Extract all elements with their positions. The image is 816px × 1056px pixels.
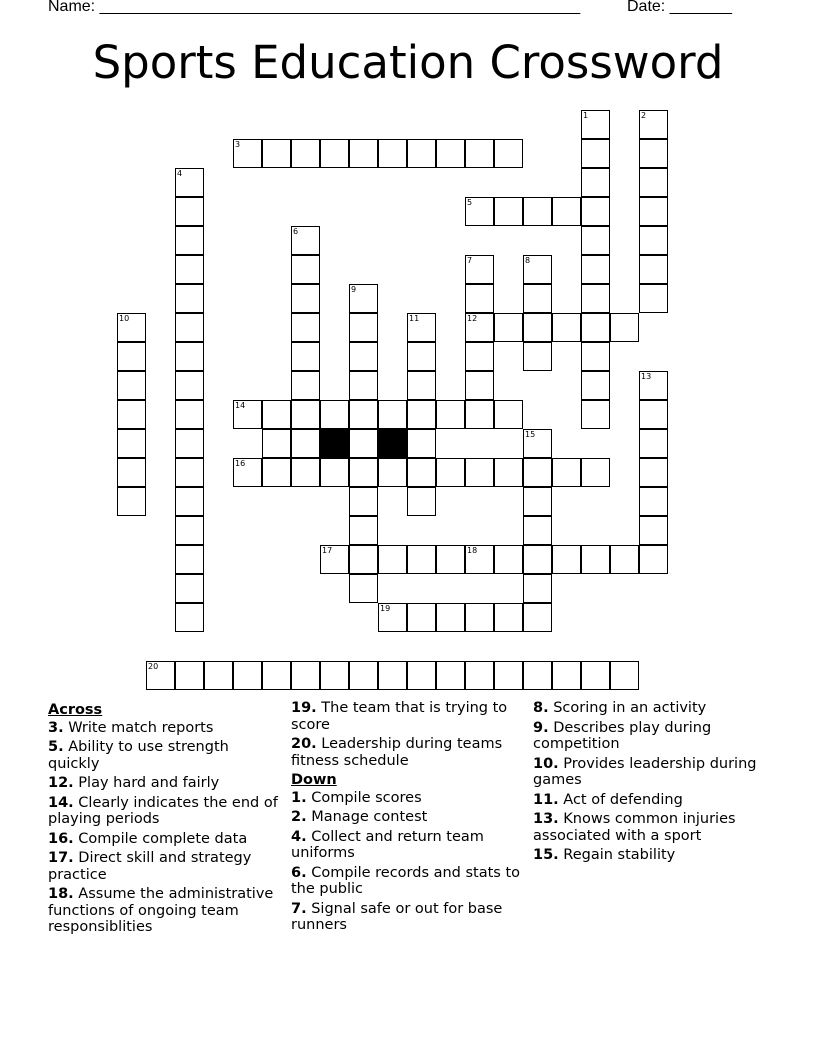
clue-number: 1	[583, 111, 589, 120]
crossword-cell[interactable]	[175, 168, 204, 197]
clue-text: Compile scores	[306, 789, 422, 806]
clue-item	[291, 809, 523, 826]
crossword-block	[378, 429, 407, 458]
clue-number: 20.	[291, 736, 317, 752]
crossword-cell[interactable]	[291, 661, 320, 690]
crossword-cell[interactable]	[581, 226, 610, 255]
clue-item	[48, 795, 280, 828]
crossword-cell[interactable]	[639, 516, 668, 545]
name-field[interactable]: Name: ______________________________________________________	[48, 0, 581, 15]
clue-item	[291, 790, 523, 807]
crossword-cell[interactable]	[349, 284, 378, 313]
crossword-cell[interactable]	[436, 400, 465, 429]
crossword-cell[interactable]	[175, 284, 204, 313]
across-heading: Across	[48, 702, 103, 718]
clue-number: 17	[322, 546, 333, 555]
clue-text: Collect and return team uniforms	[291, 828, 484, 861]
crossword-cell[interactable]	[581, 545, 610, 574]
crossword-cell[interactable]	[436, 603, 465, 632]
crossword-cell[interactable]	[349, 139, 378, 168]
crossword-cell[interactable]	[523, 545, 552, 574]
crossword-cell[interactable]	[639, 197, 668, 226]
crossword-cell[interactable]	[581, 168, 610, 197]
crossword-cell[interactable]	[581, 255, 610, 284]
crossword-cell[interactable]	[523, 661, 552, 690]
crossword-cell[interactable]	[117, 313, 146, 342]
clue-item	[291, 865, 523, 898]
crossword-cell[interactable]	[349, 429, 378, 458]
crossword-cell[interactable]	[175, 226, 204, 255]
crossword-cell[interactable]	[291, 400, 320, 429]
crossword-cell[interactable]	[175, 197, 204, 226]
clue-number: 2.	[291, 809, 307, 825]
clue-number: 5.	[48, 739, 64, 755]
clue-number: 15	[525, 430, 536, 439]
crossword-cell[interactable]	[407, 342, 436, 371]
crossword-cell[interactable]	[581, 197, 610, 226]
crossword-cell[interactable]	[465, 255, 494, 284]
clue-text: Describes play during competition	[533, 719, 712, 752]
crossword-cell[interactable]	[291, 255, 320, 284]
crossword-cell[interactable]	[407, 603, 436, 632]
crossword-cell[interactable]	[552, 313, 581, 342]
crossword-cell[interactable]	[233, 139, 262, 168]
crossword-cell[interactable]	[581, 458, 610, 487]
clue-item	[291, 736, 523, 769]
crossword-cell[interactable]	[552, 197, 581, 226]
crossword-cell[interactable]	[465, 139, 494, 168]
page-title: Sports Education Crossword	[92, 36, 724, 89]
crossword-cell[interactable]	[320, 545, 349, 574]
clue-text: Ability to use strength quickly	[48, 739, 229, 772]
clue-item	[533, 811, 765, 844]
clue-text: The team that is trying to score	[291, 700, 508, 733]
clue-item	[48, 831, 280, 848]
crossword-cell[interactable]	[349, 371, 378, 400]
crossword-cell[interactable]	[320, 458, 349, 487]
crossword-cell[interactable]	[494, 139, 523, 168]
clue-number: 6.	[291, 864, 307, 881]
clue-column-2	[291, 700, 523, 937]
crossword-cell[interactable]	[349, 487, 378, 516]
crossword-cell[interactable]	[233, 458, 262, 487]
crossword-cell[interactable]	[320, 661, 349, 690]
clue-number: 9	[351, 285, 357, 294]
crossword-cell[interactable]	[233, 400, 262, 429]
clue-item	[533, 792, 765, 809]
clue-number: 8.	[533, 700, 549, 716]
crossword-cell[interactable]	[494, 313, 523, 342]
clue-text: Play hard and fairly	[73, 775, 220, 791]
crossword-cell[interactable]	[291, 342, 320, 371]
down-heading: Down	[291, 772, 337, 788]
clue-number: 15.	[533, 847, 559, 863]
crossword-cell[interactable]	[523, 255, 552, 284]
crossword-cell[interactable]	[378, 139, 407, 168]
crossword-cell[interactable]	[378, 545, 407, 574]
crossword-cell[interactable]	[233, 661, 262, 690]
clue-number: 8	[525, 256, 531, 265]
clue-text: Manage contest	[306, 809, 428, 825]
crossword-cell[interactable]	[610, 545, 639, 574]
clue-item	[48, 850, 280, 883]
crossword-cell[interactable]	[291, 313, 320, 342]
crossword-cell[interactable]	[407, 487, 436, 516]
crossword-cell[interactable]	[291, 139, 320, 168]
crossword-cell[interactable]	[175, 574, 204, 603]
clue-column-3	[533, 700, 765, 867]
crossword-cell[interactable]	[262, 458, 291, 487]
crossword-cell[interactable]	[175, 371, 204, 400]
crossword-cell[interactable]	[320, 400, 349, 429]
clue-number: 2	[641, 111, 647, 120]
crossword-cell[interactable]	[523, 516, 552, 545]
crossword-cell[interactable]	[581, 371, 610, 400]
clue-number: 18	[467, 546, 478, 555]
crossword-cell[interactable]	[494, 603, 523, 632]
crossword-cell[interactable]	[465, 603, 494, 632]
clue-number: 12	[467, 314, 478, 323]
clue-text: Compile complete data	[73, 830, 248, 847]
crossword-cell[interactable]	[291, 226, 320, 255]
crossword-cell[interactable]	[581, 284, 610, 313]
crossword-cell[interactable]	[494, 458, 523, 487]
crossword-cell[interactable]	[378, 458, 407, 487]
date-field[interactable]: Date: _______	[627, 0, 732, 15]
clue-item	[533, 720, 765, 753]
crossword-cell[interactable]	[349, 574, 378, 603]
crossword-cell[interactable]	[175, 255, 204, 284]
crossword-cell[interactable]	[639, 545, 668, 574]
crossword-cell[interactable]	[639, 400, 668, 429]
crossword-cell[interactable]	[175, 545, 204, 574]
clue-number: 4.	[291, 828, 307, 845]
crossword-cell[interactable]	[407, 545, 436, 574]
crossword-cell[interactable]	[581, 110, 610, 139]
crossword-cell[interactable]	[175, 661, 204, 690]
crossword-cell[interactable]	[378, 400, 407, 429]
crossword-cell[interactable]	[610, 313, 639, 342]
crossword-cell[interactable]	[349, 661, 378, 690]
crossword-cell[interactable]	[117, 342, 146, 371]
crossword-cell[interactable]	[175, 429, 204, 458]
crossword-cell[interactable]	[552, 545, 581, 574]
clue-text: Direct skill and strategy practice	[48, 850, 252, 883]
clue-column-1	[48, 700, 280, 939]
clue-number: 20	[148, 662, 159, 671]
crossword-cell[interactable]	[581, 661, 610, 690]
crossword-cell[interactable]	[146, 661, 175, 690]
crossword-cell[interactable]	[407, 429, 436, 458]
crossword-cell[interactable]	[465, 371, 494, 400]
crossword-cell[interactable]	[175, 400, 204, 429]
crossword-cell[interactable]	[523, 342, 552, 371]
crossword-cell[interactable]	[175, 313, 204, 342]
crossword-cell[interactable]	[349, 342, 378, 371]
clue-number: 12.	[48, 775, 74, 791]
clue-number: 1.	[291, 789, 307, 806]
crossword-cell[interactable]	[465, 197, 494, 226]
clue-number: 9.	[533, 719, 549, 736]
crossword-cell[interactable]	[552, 458, 581, 487]
crossword-cell[interactable]	[465, 661, 494, 690]
crossword-cell[interactable]	[175, 516, 204, 545]
clue-item	[48, 886, 280, 936]
clue-item	[48, 739, 280, 772]
crossword-cell[interactable]	[494, 545, 523, 574]
clue-text: Assume the administrative functions of ongoing team responsiblities	[48, 886, 274, 935]
crossword-cell[interactable]	[523, 574, 552, 603]
crossword-cell[interactable]	[117, 400, 146, 429]
crossword-cell[interactable]	[436, 661, 465, 690]
crossword-cell[interactable]	[523, 313, 552, 342]
crossword-cell[interactable]	[494, 661, 523, 690]
crossword-cell[interactable]	[291, 371, 320, 400]
clue-item	[291, 700, 523, 733]
clue-text: Signal safe or out for base runners	[291, 900, 503, 933]
crossword-cell[interactable]	[262, 429, 291, 458]
crossword-cell[interactable]	[175, 342, 204, 371]
crossword-cell[interactable]	[378, 603, 407, 632]
crossword-cell[interactable]	[262, 400, 291, 429]
crossword-cell[interactable]	[175, 487, 204, 516]
crossword-cell[interactable]	[639, 255, 668, 284]
clue-number: 10	[119, 314, 130, 323]
clue-item	[291, 829, 523, 862]
crossword-cell[interactable]	[407, 313, 436, 342]
crossword-cell[interactable]	[639, 168, 668, 197]
crossword-cell[interactable]	[349, 516, 378, 545]
crossword-cell[interactable]	[465, 400, 494, 429]
clue-number: 5	[467, 198, 473, 207]
crossword-cell[interactable]	[639, 284, 668, 313]
clue-text: Provides leadership during games	[533, 755, 757, 788]
crossword-cell[interactable]	[320, 139, 349, 168]
crossword-cell[interactable]	[436, 458, 465, 487]
crossword-cell[interactable]	[581, 342, 610, 371]
clue-item	[291, 901, 523, 934]
crossword-cell[interactable]	[291, 429, 320, 458]
clue-text: Leadership during teams fitness schedule	[291, 736, 503, 769]
crossword-cell[interactable]	[639, 458, 668, 487]
crossword-cell[interactable]	[465, 545, 494, 574]
clue-number: 3	[235, 140, 241, 149]
crossword-cell[interactable]	[407, 139, 436, 168]
crossword-cell[interactable]	[117, 429, 146, 458]
crossword-cell[interactable]	[639, 110, 668, 139]
crossword-cell[interactable]	[639, 371, 668, 400]
crossword-cell[interactable]	[349, 545, 378, 574]
crossword-cell[interactable]	[465, 284, 494, 313]
crossword-block	[320, 429, 349, 458]
crossword-cell[interactable]	[523, 487, 552, 516]
clue-number: 17.	[48, 850, 74, 866]
crossword-cell[interactable]	[494, 400, 523, 429]
clue-text: Knows common injuries associated with a sport	[533, 811, 736, 844]
crossword-cell[interactable]	[523, 284, 552, 313]
crossword-cell[interactable]	[639, 487, 668, 516]
clue-number: 14.	[48, 794, 74, 811]
crossword-cell[interactable]	[291, 458, 320, 487]
clue-text: Act of defending	[558, 791, 683, 808]
clue-number: 7.	[291, 900, 307, 917]
crossword-cell[interactable]	[117, 458, 146, 487]
crossword-cell[interactable]	[581, 139, 610, 168]
crossword-cell[interactable]	[262, 139, 291, 168]
clue-item	[533, 847, 765, 864]
clue-text: Regain stability	[558, 847, 676, 863]
crossword-cell[interactable]	[349, 458, 378, 487]
crossword-cell[interactable]	[262, 661, 291, 690]
clue-number: 13.	[533, 811, 559, 827]
clue-number: 16.	[48, 830, 74, 847]
clue-number: 10.	[533, 755, 559, 772]
crossword-cell[interactable]	[407, 371, 436, 400]
clue-item	[48, 720, 280, 737]
crossword-cell[interactable]	[291, 284, 320, 313]
crossword-cell[interactable]	[639, 429, 668, 458]
clue-item	[533, 756, 765, 789]
clue-number: 19	[380, 604, 391, 613]
crossword-cell[interactable]	[349, 313, 378, 342]
clue-item	[48, 775, 280, 792]
crossword-cell[interactable]	[494, 197, 523, 226]
crossword-cell[interactable]	[523, 458, 552, 487]
clue-number: 13	[641, 372, 652, 381]
crossword-cell[interactable]	[436, 139, 465, 168]
clue-number: 11	[409, 314, 420, 323]
clue-text: Clearly indicates the end of playing periods	[48, 794, 278, 827]
clue-text: Write match reports	[63, 719, 214, 736]
crossword-cell[interactable]	[117, 371, 146, 400]
crossword-cell[interactable]	[407, 400, 436, 429]
crossword-cell[interactable]	[639, 139, 668, 168]
crossword-cell[interactable]	[349, 400, 378, 429]
crossword-cell[interactable]	[436, 545, 465, 574]
clue-number: 14	[235, 401, 246, 410]
clue-text: Compile records and stats to the public	[291, 864, 521, 897]
crossword-cell[interactable]	[204, 661, 233, 690]
clue-number: 11.	[533, 791, 559, 808]
clue-number: 19.	[291, 700, 317, 716]
crossword-cell[interactable]	[465, 342, 494, 371]
crossword-cell[interactable]	[465, 458, 494, 487]
crossword-cell[interactable]	[378, 661, 407, 690]
clue-number: 16	[235, 459, 246, 468]
clue-text: Scoring in an activity	[548, 700, 707, 716]
crossword-cell[interactable]	[523, 603, 552, 632]
crossword-cell[interactable]	[523, 197, 552, 226]
crossword-cell[interactable]	[581, 400, 610, 429]
crossword-cell[interactable]	[581, 313, 610, 342]
crossword-cell[interactable]	[523, 429, 552, 458]
crossword-cell[interactable]	[552, 661, 581, 690]
crossword-cell[interactable]	[639, 226, 668, 255]
crossword-cell[interactable]	[175, 458, 204, 487]
crossword-cell[interactable]	[610, 661, 639, 690]
clue-item	[533, 700, 765, 717]
clue-number: 18.	[48, 886, 74, 902]
crossword-cell[interactable]	[175, 603, 204, 632]
clue-number: 3.	[48, 719, 64, 736]
crossword-cell[interactable]	[407, 458, 436, 487]
clue-number: 6	[293, 227, 299, 236]
clue-number: 7	[467, 256, 473, 265]
clue-number: 4	[177, 169, 183, 178]
crossword-cell[interactable]	[117, 487, 146, 516]
crossword-cell[interactable]	[465, 313, 494, 342]
crossword-cell[interactable]	[407, 661, 436, 690]
